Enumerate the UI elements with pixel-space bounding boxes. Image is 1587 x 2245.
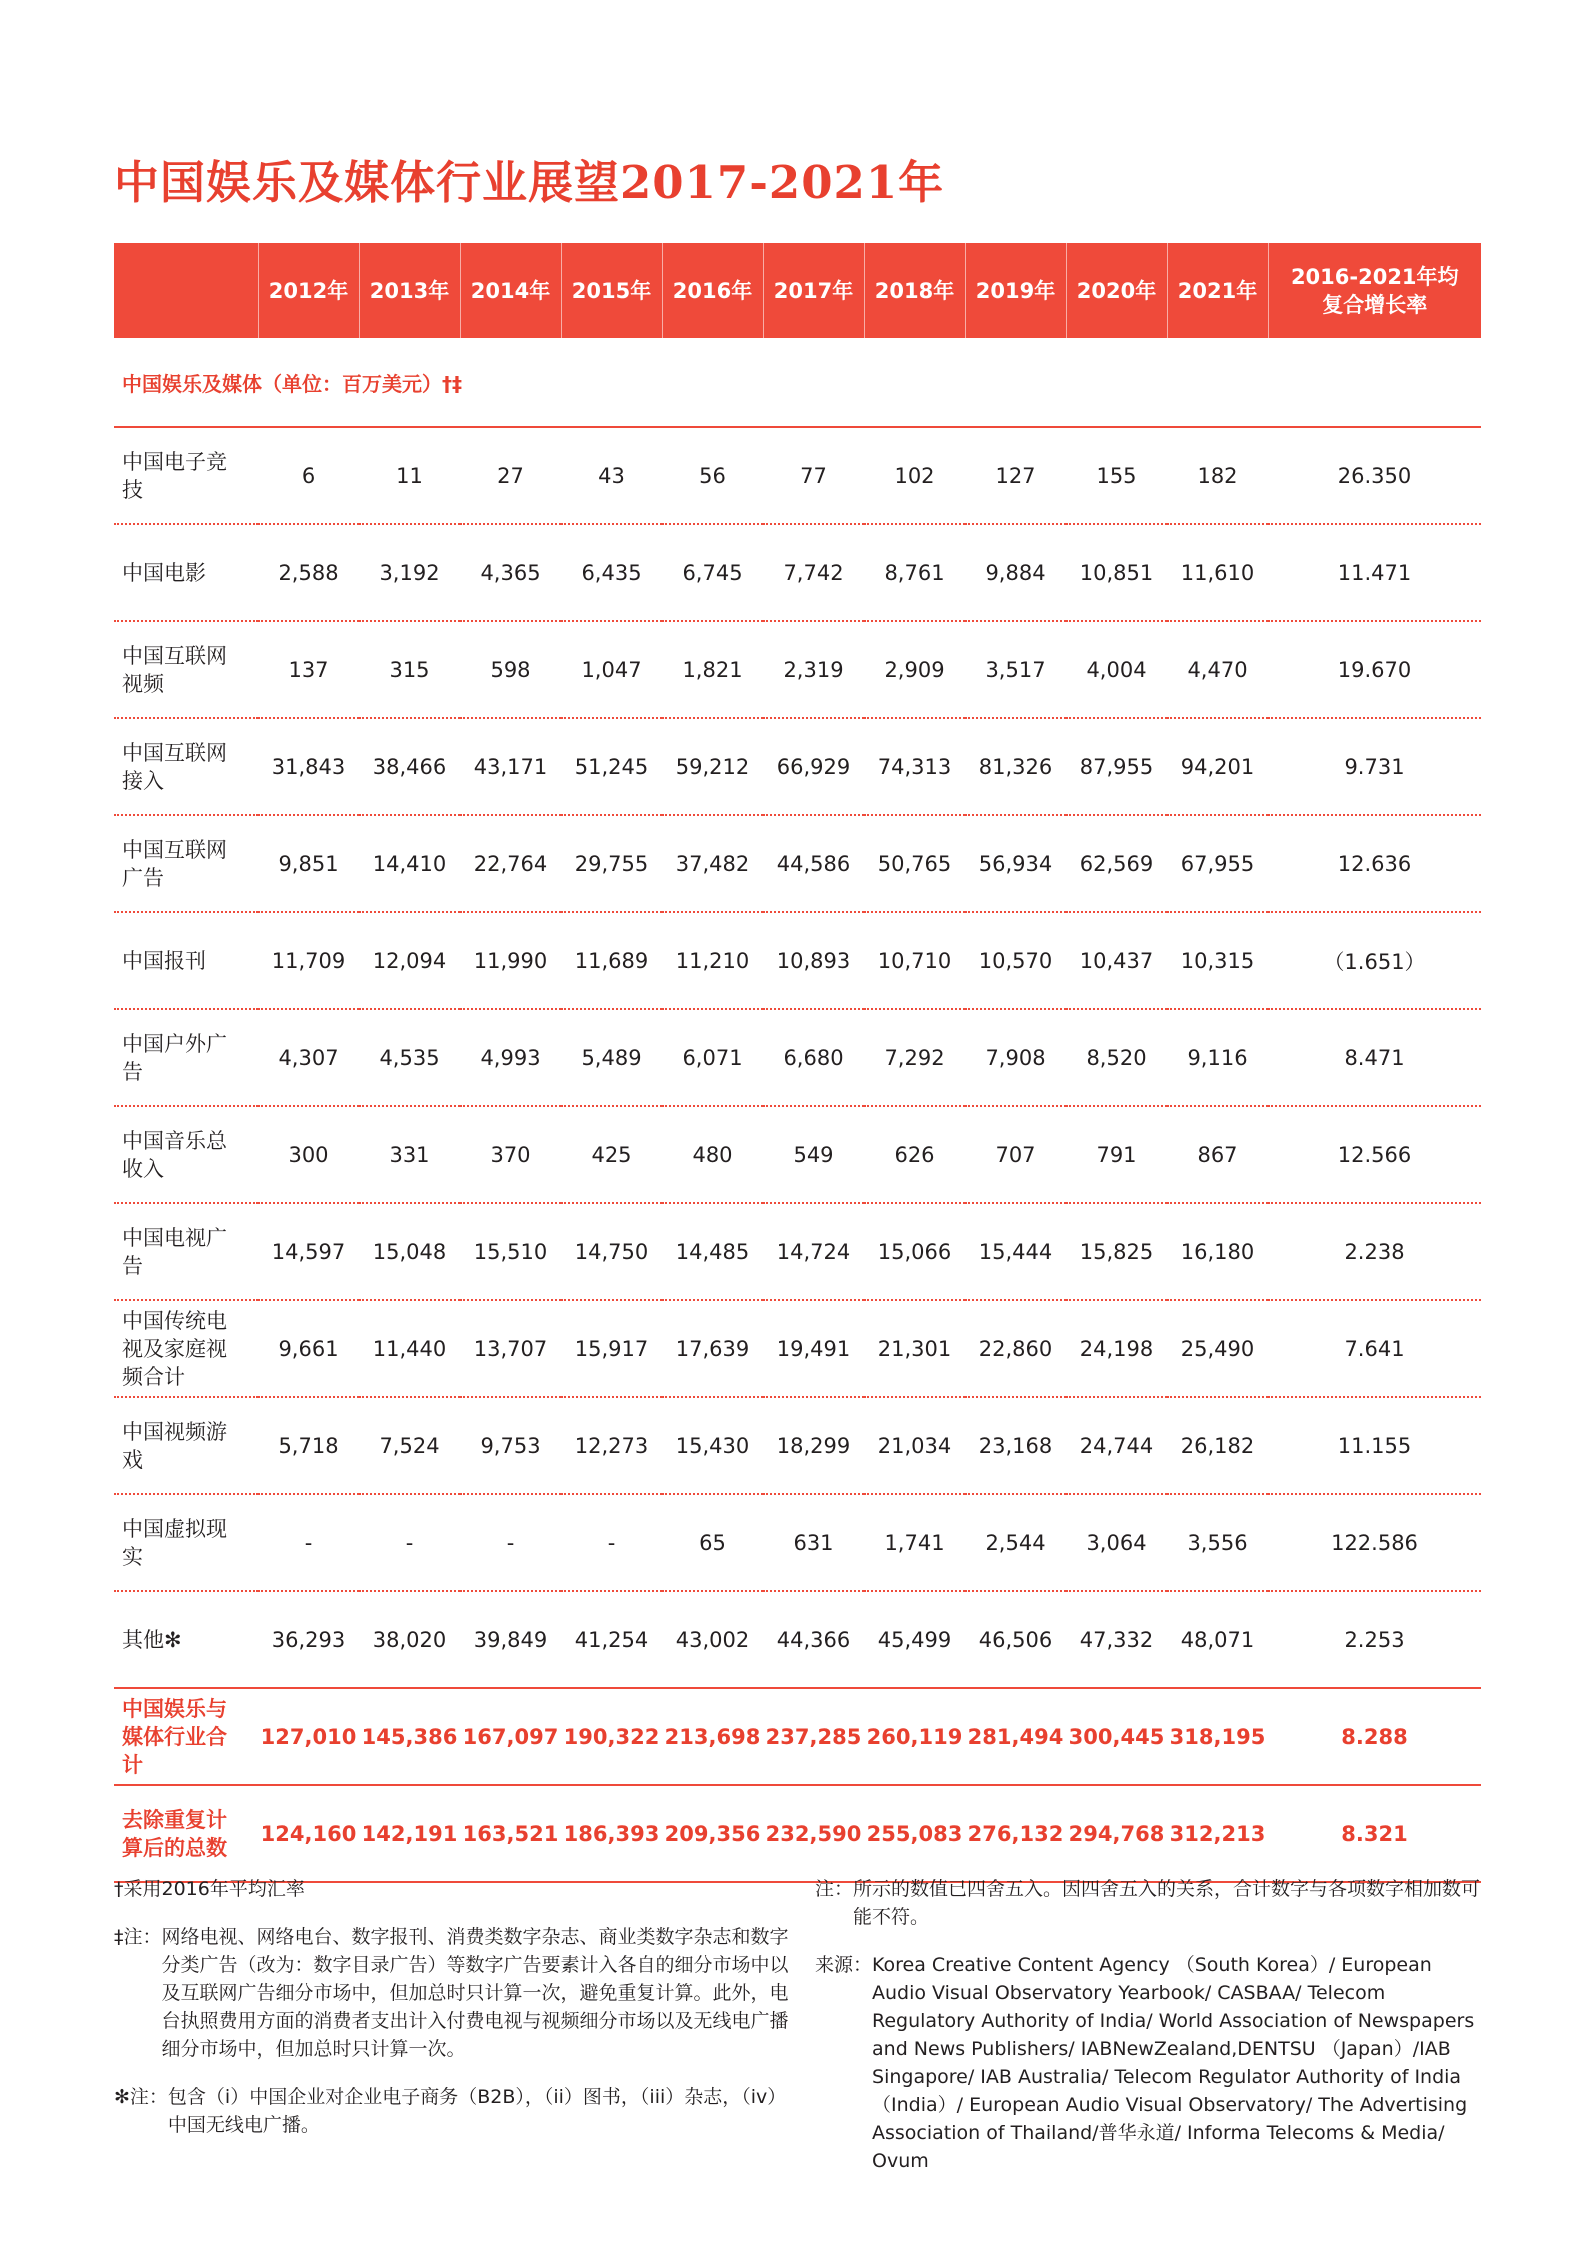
header-cell: 2012年	[258, 243, 359, 338]
cagr-cell: 9.731	[1268, 718, 1481, 815]
value-cell: 36,293	[258, 1591, 359, 1688]
row-label: 中国娱乐与媒体行业合计	[114, 1688, 258, 1785]
table-row	[114, 1397, 1481, 1494]
header-cell: 2015年	[561, 243, 662, 338]
value-cell: 16,180	[1167, 1203, 1268, 1300]
header-cell: 2018年	[864, 243, 965, 338]
value-cell: 315	[359, 621, 460, 718]
table-row	[114, 1203, 1481, 1300]
value-cell: 25,490	[1167, 1300, 1268, 1397]
value-cell: 425	[561, 1106, 662, 1203]
header-cell: 2020年	[1066, 243, 1167, 338]
value-cell: 4,535	[359, 1009, 460, 1106]
value-cell: 5,489	[561, 1009, 662, 1106]
value-cell: 209,356	[662, 1785, 763, 1882]
value-cell: 7,292	[864, 1009, 965, 1106]
value-cell: 43	[561, 427, 662, 524]
note-ddagger	[114, 1923, 794, 2063]
table-row	[114, 427, 1481, 524]
value-cell: 12,094	[359, 912, 460, 1009]
value-cell: 43,171	[460, 718, 561, 815]
note-star-text: 包含（i）中国企业对企业电子商务（B2B），（ii）图书，（iii）杂志，（iv）中国无线电广播。	[167, 2086, 787, 2136]
page-title: 中国娱乐及媒体行业展望2017-2021年	[114, 156, 945, 209]
value-cell: 3,192	[359, 524, 460, 621]
value-cell: 15,510	[460, 1203, 561, 1300]
note-source	[815, 1951, 1485, 2175]
cagr-cell: 7.641	[1268, 1300, 1481, 1397]
value-cell: 2,588	[258, 524, 359, 621]
value-cell: 94,201	[1167, 718, 1268, 815]
value-cell: 14,597	[258, 1203, 359, 1300]
header-cell: 2016年	[662, 243, 763, 338]
cagr-cell: 26.350	[1268, 427, 1481, 524]
value-cell: 331	[359, 1106, 460, 1203]
value-cell: 6,745	[662, 524, 763, 621]
value-cell: 13,707	[460, 1300, 561, 1397]
value-cell: 4,004	[1066, 621, 1167, 718]
value-cell: 1,047	[561, 621, 662, 718]
note-source-text: Korea Creative Content Agency （South Korea）/ European Audio Visual Observatory Yearbook/ CASBAA/ Telecom Regulatory Authority of India/ World Association of Newspapers and News Publishers/ IABNewZealand,DENTSU （Japan）/IAB Singapore/ IAB Australia/ Telecom Regulator Authority of India （India）/ European Audio Visual Observatory/ The Advertising Association of Thailand/普华永道/ Informa Telecoms & Media/ Ovum	[872, 1954, 1475, 2172]
value-cell: 19,491	[763, 1300, 864, 1397]
value-cell: 186,393	[561, 1785, 662, 1882]
value-cell: 9,851	[258, 815, 359, 912]
table-row	[114, 1300, 1481, 1397]
row-label: 中国户外广告	[114, 1009, 258, 1106]
note-rounding	[815, 1875, 1485, 1931]
value-cell: 39,849	[460, 1591, 561, 1688]
value-cell: 707	[965, 1106, 1066, 1203]
value-cell: -	[258, 1494, 359, 1591]
note-star-key: ✻注：	[114, 2086, 168, 2108]
value-cell: 43,002	[662, 1591, 763, 1688]
header-cell: 2017年	[763, 243, 864, 338]
value-cell: 56,934	[965, 815, 1066, 912]
value-cell: 22,764	[460, 815, 561, 912]
value-cell: 10,437	[1066, 912, 1167, 1009]
value-cell: 29,755	[561, 815, 662, 912]
value-cell: 74,313	[864, 718, 965, 815]
value-cell: 9,116	[1167, 1009, 1268, 1106]
row-label: 中国音乐总收入	[114, 1106, 258, 1203]
value-cell: 3,064	[1066, 1494, 1167, 1591]
cagr-cell: 8.471	[1268, 1009, 1481, 1106]
value-cell: 24,744	[1066, 1397, 1167, 1494]
header-cell: 2014年	[460, 243, 561, 338]
value-cell: 11,210	[662, 912, 763, 1009]
cagr-cell: 12.636	[1268, 815, 1481, 912]
table-row	[114, 1591, 1481, 1688]
value-cell: 15,430	[662, 1397, 763, 1494]
table-row	[114, 1009, 1481, 1106]
header-cell: 2016-2021年均复合增长率	[1268, 243, 1481, 338]
row-label: 中国电视广告	[114, 1203, 258, 1300]
value-cell: 102	[864, 427, 965, 524]
value-cell: 11,689	[561, 912, 662, 1009]
value-cell: 77	[763, 427, 864, 524]
section-row	[114, 338, 1481, 427]
cagr-cell: 2.253	[1268, 1591, 1481, 1688]
value-cell: 370	[460, 1106, 561, 1203]
table-row	[114, 524, 1481, 621]
value-cell: 318,195	[1167, 1688, 1268, 1785]
notes-right	[815, 1875, 1485, 2195]
value-cell: 6,435	[561, 524, 662, 621]
value-cell: 14,724	[763, 1203, 864, 1300]
row-label: 中国传统电视及家庭视频合计	[114, 1300, 258, 1397]
row-label: 中国互联网接入	[114, 718, 258, 815]
value-cell: 59,212	[662, 718, 763, 815]
value-cell: 37,482	[662, 815, 763, 912]
cagr-cell: 2.238	[1268, 1203, 1481, 1300]
row-label: 中国视频游戏	[114, 1397, 258, 1494]
value-cell: 65	[662, 1494, 763, 1591]
header-cell-label	[114, 243, 258, 338]
row-label: 中国报刊	[114, 912, 258, 1009]
value-cell: 45,499	[864, 1591, 965, 1688]
value-cell: 23,168	[965, 1397, 1066, 1494]
value-cell: 48,071	[1167, 1591, 1268, 1688]
value-cell: 38,020	[359, 1591, 460, 1688]
value-cell: 213,698	[662, 1688, 763, 1785]
value-cell: 7,908	[965, 1009, 1066, 1106]
value-cell: 21,034	[864, 1397, 965, 1494]
value-cell: 10,893	[763, 912, 864, 1009]
value-cell: 791	[1066, 1106, 1167, 1203]
value-cell: 631	[763, 1494, 864, 1591]
table-row	[114, 1494, 1481, 1591]
value-cell: 867	[1167, 1106, 1268, 1203]
note-rounding-key: 注：	[815, 1878, 854, 1900]
row-label: 中国电影	[114, 524, 258, 621]
value-cell: 598	[460, 621, 561, 718]
table-row	[114, 718, 1481, 815]
value-cell: 167,097	[460, 1688, 561, 1785]
value-cell: 14,485	[662, 1203, 763, 1300]
row-label: 中国电子竞技	[114, 427, 258, 524]
value-cell: 87,955	[1066, 718, 1167, 815]
value-cell: 127,010	[258, 1688, 359, 1785]
value-cell: 10,851	[1066, 524, 1167, 621]
row-label: 去除重复计算后的总数	[114, 1785, 258, 1882]
header-cell: 2013年	[359, 243, 460, 338]
value-cell: 163,521	[460, 1785, 561, 1882]
cagr-cell: （1.651）	[1268, 912, 1481, 1009]
row-label: 中国互联网视频	[114, 621, 258, 718]
value-cell: 21,301	[864, 1300, 965, 1397]
note-rounding-text: 所示的数值已四舍五入。因四舍五入的关系，合计数字与各项数字相加数可能不符。	[853, 1878, 1481, 1928]
value-cell: 15,066	[864, 1203, 965, 1300]
value-cell: 41,254	[561, 1591, 662, 1688]
value-cell: 300	[258, 1106, 359, 1203]
value-cell: 4,365	[460, 524, 561, 621]
value-cell: 18,299	[763, 1397, 864, 1494]
cagr-cell: 12.566	[1268, 1106, 1481, 1203]
total-row	[114, 1785, 1481, 1882]
value-cell: 4,993	[460, 1009, 561, 1106]
total-row	[114, 1688, 1481, 1785]
value-cell: 15,917	[561, 1300, 662, 1397]
value-cell: 47,332	[1066, 1591, 1167, 1688]
data-table	[114, 243, 1481, 1883]
value-cell: 300,445	[1066, 1688, 1167, 1785]
value-cell: 50,765	[864, 815, 965, 912]
value-cell: 9,661	[258, 1300, 359, 1397]
value-cell: 2,544	[965, 1494, 1066, 1591]
value-cell: 22,860	[965, 1300, 1066, 1397]
value-cell: 14,750	[561, 1203, 662, 1300]
value-cell: 2,319	[763, 621, 864, 718]
value-cell: 10,710	[864, 912, 965, 1009]
value-cell: 51,245	[561, 718, 662, 815]
cagr-cell: 8.288	[1268, 1688, 1481, 1785]
value-cell: 27	[460, 427, 561, 524]
value-cell: 4,307	[258, 1009, 359, 1106]
value-cell: 11	[359, 427, 460, 524]
value-cell: 10,315	[1167, 912, 1268, 1009]
value-cell: 312,213	[1167, 1785, 1268, 1882]
value-cell: 276,132	[965, 1785, 1066, 1882]
value-cell: -	[359, 1494, 460, 1591]
value-cell: 145,386	[359, 1688, 460, 1785]
value-cell: 6	[258, 427, 359, 524]
value-cell: 237,285	[763, 1688, 864, 1785]
value-cell: 2,909	[864, 621, 965, 718]
value-cell: 142,191	[359, 1785, 460, 1882]
value-cell: 11,709	[258, 912, 359, 1009]
value-cell: 15,444	[965, 1203, 1066, 1300]
value-cell: 81,326	[965, 718, 1066, 815]
row-label: 中国虚拟现实	[114, 1494, 258, 1591]
cagr-cell: 8.321	[1268, 1785, 1481, 1882]
value-cell: 232,590	[763, 1785, 864, 1882]
value-cell: 8,761	[864, 524, 965, 621]
value-cell: 46,506	[965, 1591, 1066, 1688]
value-cell: 137	[258, 621, 359, 718]
value-cell: 255,083	[864, 1785, 965, 1882]
value-cell: 11,990	[460, 912, 561, 1009]
header-cell: 2019年	[965, 243, 1066, 338]
value-cell: -	[460, 1494, 561, 1591]
table-row	[114, 621, 1481, 718]
note-star	[114, 2083, 794, 2139]
note-dagger: †采用2016年平均汇率	[114, 1878, 305, 1900]
value-cell: 66,929	[763, 718, 864, 815]
row-label: 中国互联网广告	[114, 815, 258, 912]
value-cell: 3,556	[1167, 1494, 1268, 1591]
value-cell: 127	[965, 427, 1066, 524]
value-cell: 31,843	[258, 718, 359, 815]
value-cell: 124,160	[258, 1785, 359, 1882]
value-cell: 1,741	[864, 1494, 965, 1591]
value-cell: 26,182	[1167, 1397, 1268, 1494]
notes-left	[114, 1875, 794, 2159]
value-cell: 260,119	[864, 1688, 965, 1785]
value-cell: 8,520	[1066, 1009, 1167, 1106]
value-cell: 11,610	[1167, 524, 1268, 621]
value-cell: 5,718	[258, 1397, 359, 1494]
value-cell: 155	[1066, 427, 1167, 524]
table-row	[114, 912, 1481, 1009]
note-source-key: 来源：	[815, 1954, 873, 1976]
value-cell: 549	[763, 1106, 864, 1203]
value-cell: 7,742	[763, 524, 864, 621]
value-cell: 56	[662, 427, 763, 524]
value-cell: 67,955	[1167, 815, 1268, 912]
value-cell: 44,586	[763, 815, 864, 912]
value-cell: 15,048	[359, 1203, 460, 1300]
value-cell: 6,071	[662, 1009, 763, 1106]
cagr-cell: 11.155	[1268, 1397, 1481, 1494]
value-cell: -	[561, 1494, 662, 1591]
cagr-cell: 122.586	[1268, 1494, 1481, 1591]
value-cell: 10,570	[965, 912, 1066, 1009]
value-cell: 626	[864, 1106, 965, 1203]
value-cell: 62,569	[1066, 815, 1167, 912]
note-ddagger-key: ‡注：	[114, 1926, 162, 1948]
value-cell: 7,524	[359, 1397, 460, 1494]
value-cell: 17,639	[662, 1300, 763, 1397]
value-cell: 6,680	[763, 1009, 864, 1106]
value-cell: 182	[1167, 427, 1268, 524]
value-cell: 9,884	[965, 524, 1066, 621]
table-row	[114, 815, 1481, 912]
value-cell: 281,494	[965, 1688, 1066, 1785]
value-cell: 3,517	[965, 621, 1066, 718]
value-cell: 24,198	[1066, 1300, 1167, 1397]
value-cell: 15,825	[1066, 1203, 1167, 1300]
value-cell: 480	[662, 1106, 763, 1203]
row-label: 其他✻	[114, 1591, 258, 1688]
table-row	[114, 1106, 1481, 1203]
value-cell: 38,466	[359, 718, 460, 815]
value-cell: 9,753	[460, 1397, 561, 1494]
value-cell: 1,821	[662, 621, 763, 718]
value-cell: 294,768	[1066, 1785, 1167, 1882]
note-ddagger-text: 网络电视、网络电台、数字报刊、消费类数字杂志、商业类数字杂志和数字分类广告（改为：数字目录广告）等数字广告要素计入各自的细分市场中以及互联网广告细分市场中，但加总时只计算一次，避免重复计算。此外，电台执照费用方面的消费者支出计入付费电视与视频细分市场以及无线电广播细分市场中，但加总时只计算一次。	[161, 1926, 789, 2060]
section-label: 中国娱乐及媒体（单位：百万美元）†‡	[114, 338, 1481, 427]
header-cell: 2021年	[1167, 243, 1268, 338]
value-cell: 14,410	[359, 815, 460, 912]
value-cell: 190,322	[561, 1688, 662, 1785]
value-cell: 12,273	[561, 1397, 662, 1494]
value-cell: 11,440	[359, 1300, 460, 1397]
value-cell: 44,366	[763, 1591, 864, 1688]
table-header-row	[114, 243, 1481, 338]
value-cell: 4,470	[1167, 621, 1268, 718]
cagr-cell: 19.670	[1268, 621, 1481, 718]
cagr-cell: 11.471	[1268, 524, 1481, 621]
